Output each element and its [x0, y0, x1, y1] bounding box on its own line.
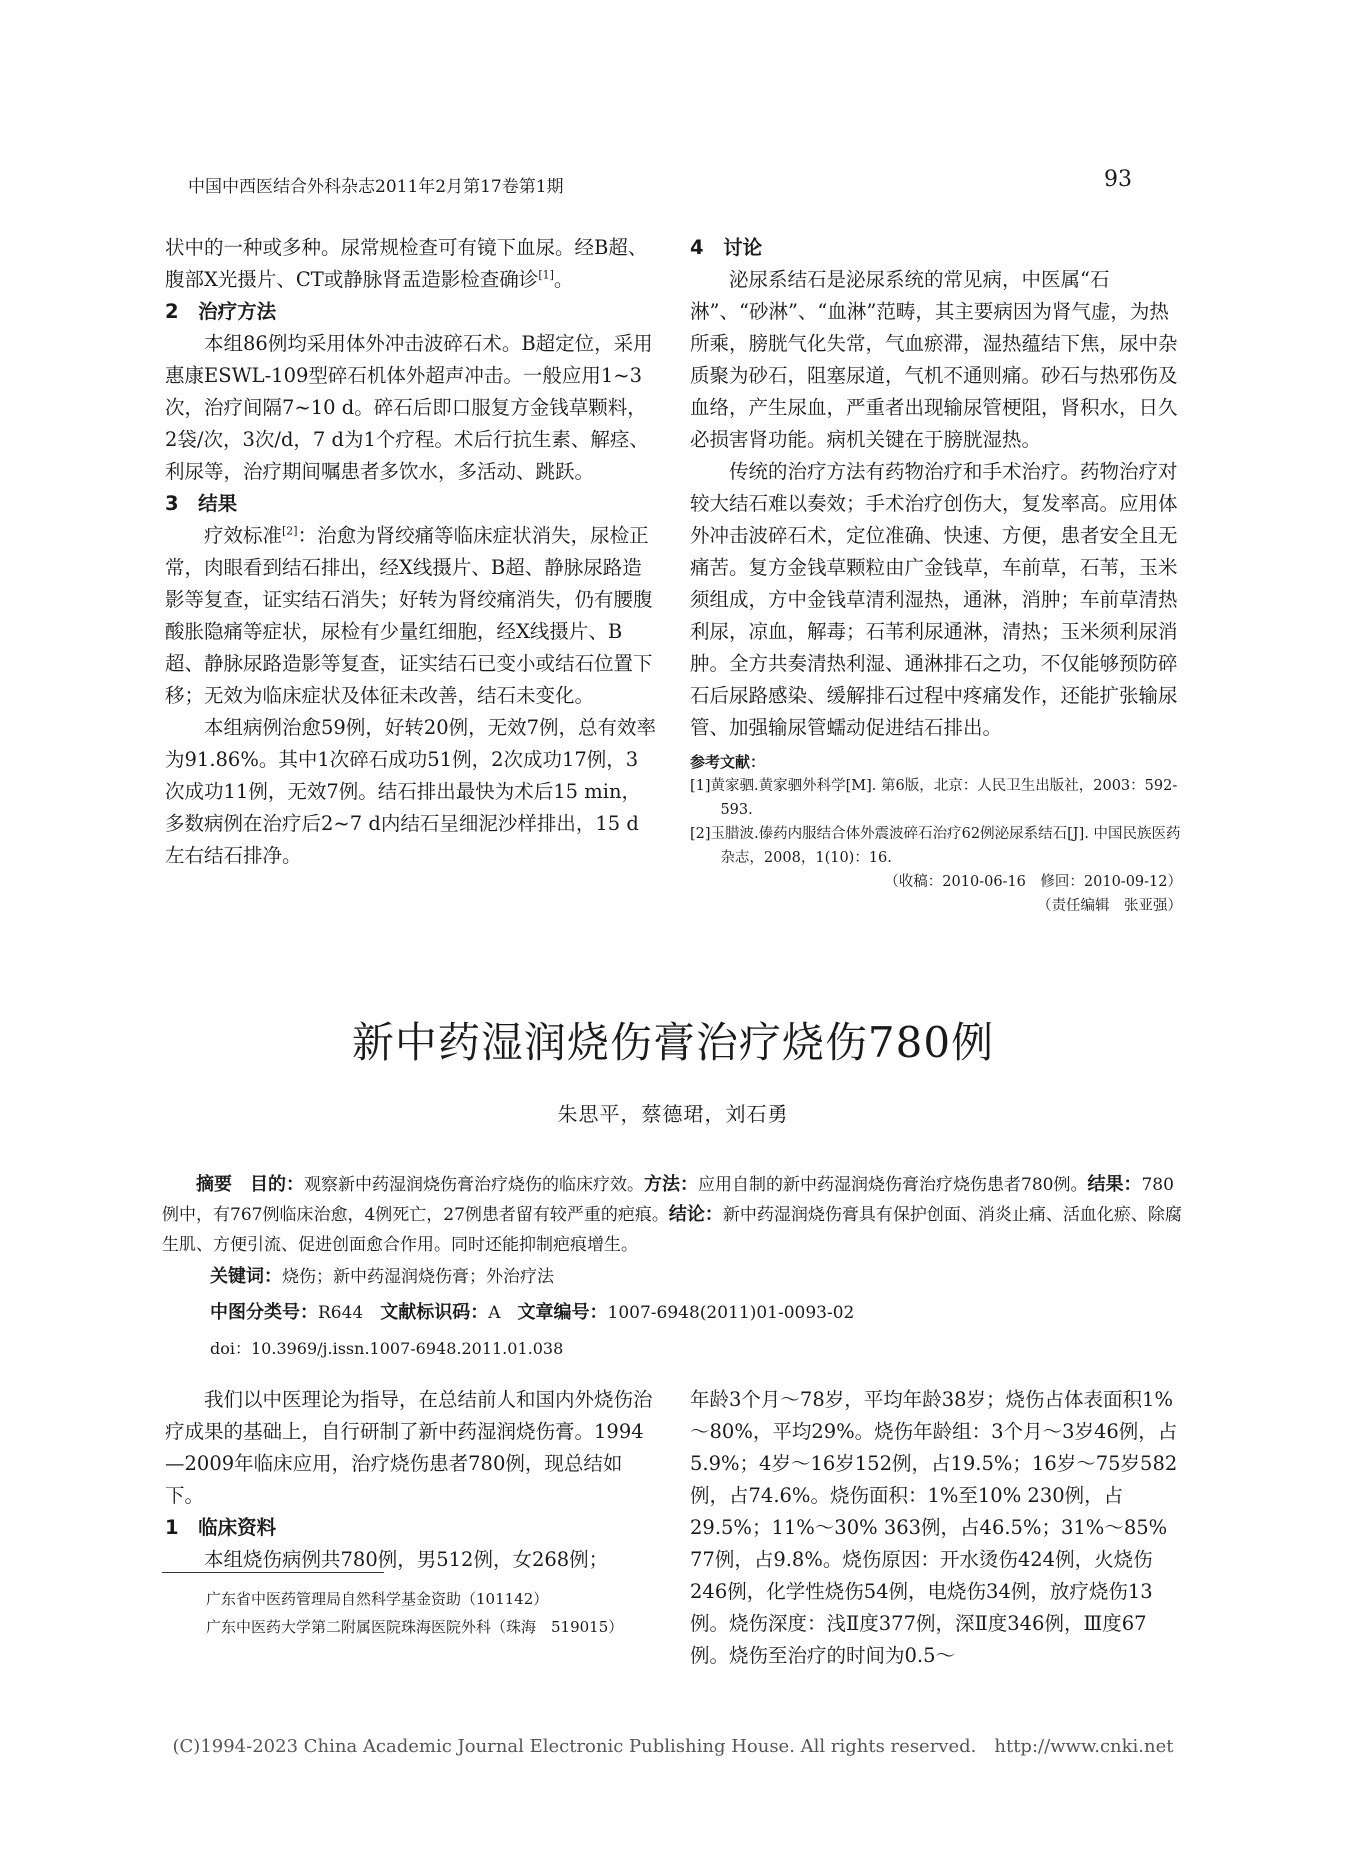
- responsible-editor: （责任编辑 张亚强）: [1037, 898, 1182, 914]
- paragraph: 年龄3个月～78岁，平均年龄38岁；烧伤占体表面积1%～80%，平均29%。烧伤年龄组：3个月～3岁46例，占5.9%；4岁～16岁152例，占19.5%；16岁～75岁582例，占74.6%。烧伤面积：1%至10% 230例，占29.5%；11%～30% 363例，占46.5%；31%～85% 77例，占9.8%。烧伤原因：开水烫伤424例，火烧伤246例，化学性烧伤54例，电烧伤34例，放疗烧伤13例。烧伤深度：浅Ⅱ度377例，深Ⅱ度346例，Ⅲ度67例。烧伤至治疗的时间为0.5～: [690, 1388, 1178, 1667]
- footnote-rule: [162, 1572, 384, 1573]
- prev-article-left-column: [165, 232, 657, 872]
- section-heading: 3 结果: [165, 492, 238, 515]
- references: [690, 750, 1182, 870]
- abstract-text: 摘要 目的：观察新中药湿润烧伤膏治疗烧伤的临床疗效。方法：应用自制的新中药湿润烧伤膏治疗烧伤患者780例。结果：780例中，有767例临床治愈，4例死亡，27例患者留有较严重的疤痕。结论：新中药湿润烧伤膏具有保护创面、消炎止痛、活血化瘀、除腐生肌、方便引流、促进创面愈合作用。同时还能抑制疤痕增生。: [162, 1174, 1182, 1255]
- paragraph: 传统的治疗方法有药物治疗和手术治疗。药物治疗对较大结石难以奏效；手术治疗创伤大，复发率高。应用体外冲击波碎石术，定位准确、快速、方便，患者安全且无痛苦。复方金钱草颗粒由广金钱草，车前草，石苇，玉米须组成，方中金钱草清利湿热，通淋，消肿；车前草清热利尿，凉血，解毒；石苇利尿通淋，清热；玉米须利尿消肿。全方共奏清热利湿、通淋排石之功，不仅能够预防碎石后尿路感染、缓解排石过程中疼痛发作，还能扩张输尿管、加强输尿管蠕动促进结石排出。: [690, 460, 1178, 739]
- reference-item-1: [1]黄家驷.黄家驷外科学[M]. 第6版，北京：人民卫生出版社，2003：592-593.: [690, 778, 1178, 818]
- keywords-label: 关键词：: [210, 1266, 282, 1287]
- paragraph: 泌尿系结石是泌尿系统的常见病，中医属“石淋”、“砂淋”、“血淋”范畴，其主要病因为肾气虚，为热所乘，膀胱气化失常，气血瘀滞，湿热蕴结下焦，尿中杂质聚为砂石，阻塞尿道，气机不通则痛。砂石与热邪伤及血络，产生尿血，严重者出现输尿管梗阻，肾积水，日久必损害肾功能。病机关键在于膀胱湿热。: [690, 268, 1178, 451]
- discussion-section: [690, 232, 1182, 744]
- doc-code-label: 文献标识码：: [380, 1302, 489, 1323]
- abstract-label: 摘要 目的：: [196, 1174, 304, 1195]
- article-no-value: 1007-6948(2011)01-0093-02: [607, 1303, 855, 1323]
- section-heading: 2 治疗方法: [165, 300, 277, 323]
- section-heading: 1 临床资料: [165, 1516, 277, 1539]
- abstract-label: 方法：: [644, 1174, 698, 1195]
- paragraph: 本组烧伤病例共780例，男512例，女268例；: [204, 1548, 609, 1571]
- article-no-label: 文章编号：: [517, 1302, 608, 1323]
- paragraph: 疗效标准[2]：治愈为肾绞痛等临床症状消失，尿检正常，肉眼看到结石排出，经X线摄片、B超、静脉尿路造影等复查，证实结石消失；好转为肾绞痛消失，仍有腰腹酸胀隐痛等症状，尿检有少量红细胞，经X线摄片、B超、静脉尿路造影等复查，证实结石已变小或结石位置下移；无效为临床症状及体征未改善，结石未变化。: [165, 524, 653, 707]
- footnote-funding: 广东省中医药管理局自然科学基金资助（101142）: [206, 1590, 549, 1608]
- received-dates: （收稿：2010-06-16 修回：2010-09-12）: [884, 874, 1182, 890]
- keywords: [210, 1262, 554, 1292]
- footnote-affiliation: 广东中医药大学第二附属医院珠海医院外科（珠海 519015）: [206, 1618, 624, 1636]
- clc-label: 中图分类号：: [210, 1302, 318, 1323]
- references-title: 参考文献：: [690, 753, 766, 771]
- keywords-text: 烧伤；新中药湿润烧伤膏；外治疗法: [282, 1267, 554, 1287]
- clc-value: R644: [318, 1303, 364, 1323]
- paragraph: 我们以中医理论为指导，在总结前人和国内外烧伤治疗成果的基础上，自行研制了新中药湿润烧伤膏。1994—2009年临床应用，治疗烧伤患者780例，现总结如下。: [165, 1388, 653, 1507]
- abstract-label: 结论：: [668, 1204, 723, 1225]
- paragraph: 本组86例均采用体外冲击波碎石术。B超定位，采用惠康ESWL-109型碎石机体外超声冲击。一般应用1~3次，治疗间隔7~10 d。碎石后即口服复方金钱草颗料，2袋/次，3次/d，7 d为1个疗程。术后行抗生素、解痉、利尿等，治疗期间嘱患者多饮水，多活动、跳跃。: [165, 332, 653, 483]
- article-authors: 朱思平，蔡德珺，刘石勇: [557, 1102, 789, 1126]
- copyright-footer: (C)1994-2023 China Academic Journal Electronic Publishing House. All rights reserved. http://www.cnki.net: [172, 1736, 1174, 1757]
- doc-code-value: A: [488, 1303, 501, 1323]
- page-number: 93: [1104, 167, 1132, 192]
- section-heading: 4 讨论: [690, 236, 763, 259]
- abstract: [162, 1170, 1186, 1260]
- citation-marker: [1]: [538, 268, 554, 282]
- abstract-label: 结果：: [1087, 1174, 1142, 1195]
- running-header: 中国中西医结合外科杂志2011年2月第17卷第1期: [188, 177, 564, 197]
- article-title: 新中药湿润烧伤膏治疗烧伤780例: [351, 1018, 995, 1067]
- paragraph: 状中的一种或多种。尿常规检查可有镜下血尿。经B超、腹部X光摄片、CT或静脉肾盂造影检查确诊[1]。: [165, 236, 648, 291]
- prev-article-right-column: [690, 232, 1182, 918]
- article-left-column: [165, 1384, 657, 1576]
- citation-marker: [2]: [282, 524, 298, 538]
- doi: doi：10.3969/j.issn.1007-6948.2011.01.038: [210, 1339, 564, 1358]
- classification-line: [210, 1298, 854, 1328]
- article-right-column: [690, 1384, 1182, 1672]
- reference-item-2: [2]玉腊波.傣药内服结合体外震波碎石治疗62例泌尿系结石[J]. 中国民族医药杂志，2008，1(10)：16.: [690, 826, 1181, 866]
- paragraph: 本组病例治愈59例，好转20例，无效7例，总有效率为91.86%。其中1次碎石成功51例，2次成功17例，3次成功11例，无效7例。结石排出最快为术后15 min，多数病例在治疗后2~7 d内结石呈细泥沙样排出，15 d左右结石排净。: [165, 716, 657, 867]
